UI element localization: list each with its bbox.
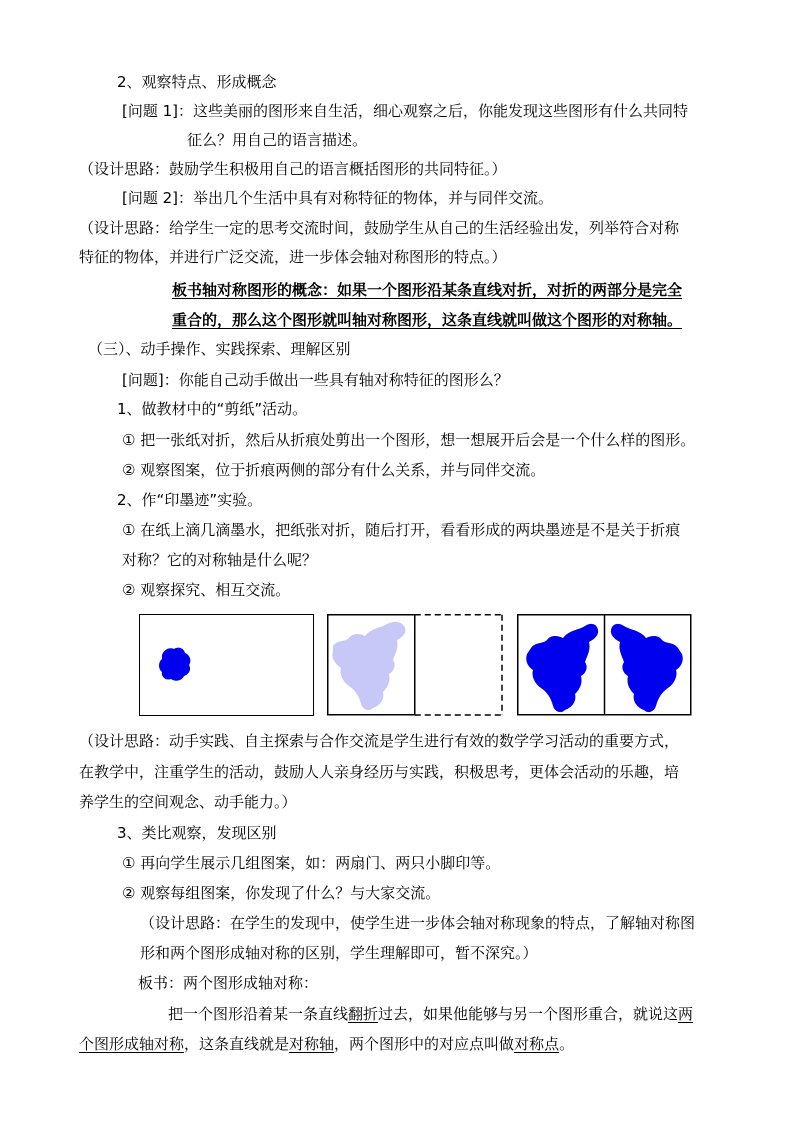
activity-2-step-2: ② 观察探究、相互交流。 <box>122 581 291 599</box>
definition-line-2 <box>79 1034 574 1054</box>
definition-line-1 <box>168 1004 693 1024</box>
design-note-3-cont-1: 在教学中，注重学生的活动，鼓励人人亲身经历与实践，积极思考，更体会活动的乐趣，培 <box>79 763 680 781</box>
section-heading-hands-on: （三）、动手操作、实践探索、理解区别 <box>88 340 351 358</box>
symmetric-blot-panel <box>517 614 692 716</box>
design-note-4-cont: 形和两个图形成轴对称的区别，学生理解即可，暂不深究。） <box>140 944 538 962</box>
term-symmetric-point: 对称点 <box>514 1035 560 1053</box>
design-note-2-cont: 特征的物体，并进行广泛交流，进一步体会轴对称图形的特点。） <box>79 248 507 266</box>
activity-1-step-2: ② 观察图案，位于折痕两侧的部分有什么关系，并与同伴交流。 <box>122 461 546 479</box>
activity-3-heading: 3、类比观察，发现区别 <box>117 824 277 842</box>
section-heading-observe: 2、观察特点、形成概念 <box>117 73 277 91</box>
folded-blot-icon <box>327 614 503 716</box>
ink-drop-panel <box>139 614 314 716</box>
folded-paper-panel <box>327 614 503 716</box>
question-2-text: [问题 2]：举出几个生活中具有对称特征的物体，并与同伴交流。 <box>122 189 554 207</box>
activity-2-step-1: ① 在纸上滴几滴墨水，把纸张对折，随后打开，看看形成的两块墨迹是不是关于折痕 <box>122 521 681 539</box>
ink-blot-figure <box>139 614 694 718</box>
design-note-1: （设计思路：鼓励学生积极用自己的语言概括图形的共同特征。） <box>79 160 507 178</box>
definition-text: 。 <box>559 1035 575 1053</box>
design-note-3-cont-2: 养学生的空间观念、动手能力。） <box>79 793 297 811</box>
board-definition-line-1: 板书轴对称图形的概念：如果一个图形沿某条直线对折，对折的两部分是完全 <box>172 281 683 299</box>
design-note-4: （设计思路：在学生的发现中，使学生进一步体会轴对称现象的特点，了解轴对称图 <box>140 914 696 932</box>
term-axis-of-symmetry: 对称轴 <box>289 1035 335 1053</box>
definition-text: ，两个图形中的对应点叫做 <box>334 1035 515 1053</box>
definition-text: ，这条直线就是 <box>184 1035 290 1053</box>
board-definition-line-2: 重合的，那么这个图形就叫轴对称图形，这条直线就叫做这个图形的对称轴。 <box>172 311 683 329</box>
definition-text: 把一个图形沿着某一条直线 <box>168 1005 349 1023</box>
term-fold: 翻折 <box>348 1005 379 1023</box>
question-1-text-cont: 征么？用自己的语言描述。 <box>187 131 368 149</box>
activity-2-step-1-cont: 对称？它的对称轴是什么呢？ <box>122 551 318 569</box>
question-1-text: [问题 1]：这些美丽的图形来自生活，细心观察之后，你能发现这些图形有什么共同特 <box>122 102 689 120</box>
activity-1-heading: 1、做教材中的“剪纸”活动。 <box>117 400 308 418</box>
question-text: [问题]：你能自己动手做出一些具有轴对称特征的图形么？ <box>122 371 509 389</box>
symmetric-blots-icon <box>517 614 692 716</box>
design-note-2: （设计思路：给学生一定的思考交流时间，鼓励学生从自己的生活经验出发，列举符合对称 <box>79 219 680 237</box>
term-axial-symmetry: 个图形成轴对称 <box>79 1035 185 1053</box>
activity-3-step-1: ① 再向学生展示几组图案，如：两扇门、两只小脚印等。 <box>122 854 501 872</box>
activity-2-heading: 2、作“印墨迹”实验。 <box>117 491 263 509</box>
design-note-3: （设计思路：动手实践、自主探索与合作交流是学生进行有效的数学学习活动的重要方式， <box>79 732 680 750</box>
term-two: 两 <box>678 1005 694 1023</box>
activity-3-step-2: ② 观察每组图案，你发现了什么？与大家交流。 <box>122 884 441 902</box>
definition-text: 过去，如果他能够与另一个图形重合，就说这 <box>378 1005 679 1023</box>
activity-1-step-1: ① 把一张纸对折，然后从折痕处剪出一个图形，想一想展开后会是一个什么样的图形。 <box>122 431 696 449</box>
board-heading-two-figures: 板书：两个图形成轴对称： <box>138 974 319 992</box>
ink-drop-icon <box>140 615 313 715</box>
